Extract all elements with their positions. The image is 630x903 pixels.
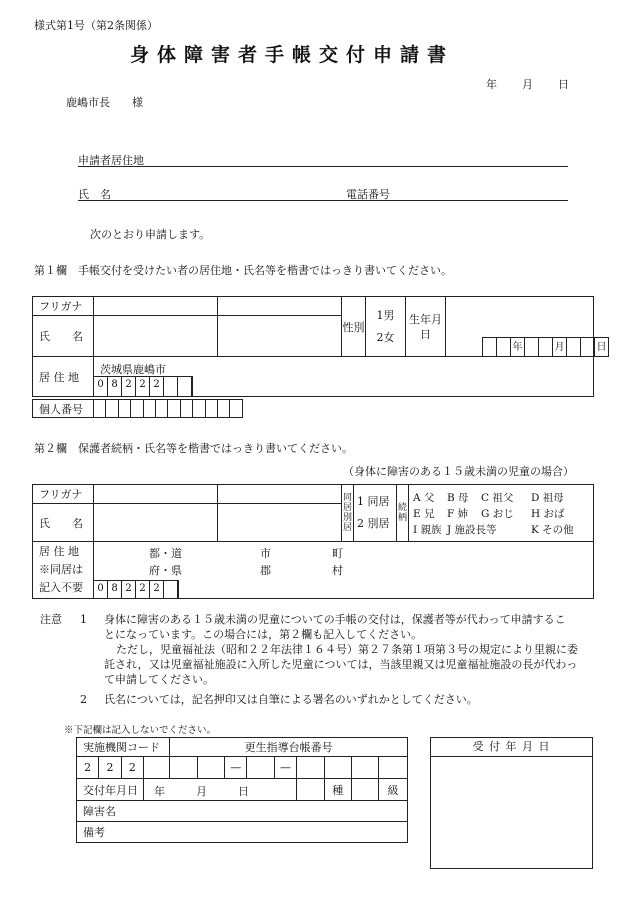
s1-birth-field[interactable] bbox=[446, 297, 607, 357]
note1-line5: て申請してください。 bbox=[104, 673, 214, 686]
mynumber-digit[interactable] bbox=[94, 400, 106, 418]
s2-postal-code bbox=[94, 580, 179, 598]
mynumber-digit[interactable] bbox=[168, 400, 180, 418]
kind-label: 種 bbox=[324, 779, 351, 801]
mynumber-digit[interactable] bbox=[156, 400, 168, 418]
section1-table bbox=[32, 296, 607, 397]
office-cell bbox=[351, 757, 378, 779]
mynumber-digit[interactable] bbox=[143, 400, 155, 418]
applicant-name-label: 氏 名 bbox=[78, 188, 111, 201]
s2-addr-label1: 居 住 地 bbox=[39, 545, 79, 558]
s1-name-field[interactable] bbox=[94, 316, 218, 357]
note1-line2: とになっています。この場合には，第２欄も記入してください。 bbox=[104, 628, 423, 641]
agency-code-digit: 2 bbox=[77, 757, 99, 779]
office-cell bbox=[297, 779, 324, 801]
notes-label: 注意 bbox=[40, 613, 62, 626]
s2-postal-digit: 0 bbox=[94, 581, 108, 598]
rel-option[interactable]: B 母 bbox=[447, 491, 469, 504]
s2-shi: 市 bbox=[260, 547, 271, 560]
mynumber-digit[interactable] bbox=[131, 400, 143, 418]
s1-birth-day: 日 bbox=[594, 337, 609, 357]
s2-cohab-options[interactable] bbox=[354, 485, 397, 542]
agency-code-digit: 2 bbox=[99, 757, 121, 779]
mynumber-digit[interactable] bbox=[230, 400, 243, 418]
applicant-address-field[interactable] bbox=[78, 152, 568, 167]
intro-text: 次のとおり申請します。 bbox=[90, 228, 211, 241]
s2-name-field2[interactable] bbox=[218, 504, 342, 542]
s1-sex-label: 性別 bbox=[342, 297, 366, 357]
s1-furigana-label: フリガナ bbox=[33, 297, 94, 316]
issue-date-field bbox=[143, 779, 296, 801]
s2-addr-label2: ※同居は bbox=[39, 563, 83, 576]
issue-date-label: 交付年月日 bbox=[77, 779, 144, 801]
s2-addr-label3: 記入不要 bbox=[39, 581, 83, 594]
s2-name-field[interactable] bbox=[94, 504, 218, 542]
s1-mynumber-row bbox=[32, 399, 243, 418]
s1-name-field2[interactable] bbox=[218, 316, 342, 357]
s1-birth-month: 月 bbox=[552, 337, 566, 357]
rel-option[interactable]: E 兄 bbox=[413, 507, 435, 520]
s2-furigana-field[interactable] bbox=[94, 485, 218, 504]
s1-sex-options[interactable] bbox=[366, 297, 406, 357]
s2-furigana-label: フリガナ bbox=[33, 485, 94, 504]
s2-postal-digit: 8 bbox=[108, 581, 122, 598]
s2-gun: 郡 bbox=[260, 564, 271, 577]
issue-day: 日 bbox=[237, 785, 249, 798]
mynumber-digit[interactable] bbox=[106, 400, 118, 418]
section2-note: （身体に障害のある１５歳未満の児童の場合） bbox=[343, 465, 574, 478]
office-cell bbox=[351, 779, 378, 801]
ledger-dash: — bbox=[225, 757, 247, 779]
date-year: 年 bbox=[486, 78, 497, 91]
form-number: 様式第1号（第2条関係） bbox=[34, 19, 158, 32]
disability-name-label: 障害名 bbox=[77, 801, 408, 822]
office-table bbox=[76, 737, 408, 843]
s2-postal-digit: 2 bbox=[136, 581, 150, 598]
note1-line4: 託され，又は児童福祉施設に入所した児童については，当該里親又は児童福祉施設の長が代わっ bbox=[104, 658, 578, 671]
rel-option[interactable]: I 親族 bbox=[413, 523, 442, 536]
s1-postal-code bbox=[94, 376, 193, 396]
ledger-dash: — bbox=[274, 757, 296, 779]
issue-month: 月 bbox=[195, 785, 207, 798]
page-title: 身体障害者手帳交付申請書 bbox=[130, 44, 455, 66]
remarks-label: 備考 bbox=[77, 822, 408, 843]
s2-machi: 町 bbox=[332, 547, 343, 560]
s1-male[interactable]: 1男 bbox=[376, 308, 395, 322]
agency-code-label: 実施機関コード bbox=[77, 738, 170, 757]
s2-todofuken2: 府・県 bbox=[149, 564, 182, 577]
reception-date-label: 受 付 年 月 日 bbox=[431, 738, 592, 757]
rel-option[interactable]: G おじ bbox=[481, 507, 514, 520]
s2-cohab-label: 同居別居 bbox=[342, 485, 354, 542]
office-cell bbox=[324, 757, 351, 779]
s1-name-label: 氏 名 bbox=[33, 316, 94, 357]
rel-option[interactable]: K その他 bbox=[531, 523, 574, 536]
note1-line3: ただし，児童福祉法（昭和２２年法律１６４号）第２７条第１項第３号の規定により里親に委 bbox=[116, 643, 578, 656]
s2-postal-digit: 2 bbox=[150, 581, 164, 598]
mynumber-digit[interactable] bbox=[118, 400, 130, 418]
office-cell bbox=[197, 757, 224, 779]
note1-number: 1 bbox=[80, 613, 87, 626]
mynumber-digit[interactable] bbox=[180, 400, 192, 418]
agency-code-digit: 2 bbox=[121, 757, 143, 779]
s2-name-label: 氏 名 bbox=[33, 504, 94, 542]
s2-todofuken1: 都・道 bbox=[149, 547, 182, 560]
s1-female[interactable]: 2女 bbox=[376, 330, 395, 344]
section1-heading: 第１欄 手帳交付を受けたい者の居住地・氏名等を楷書ではっきり書いてください。 bbox=[34, 264, 452, 277]
s1-postal-digit: 8 bbox=[108, 377, 122, 396]
office-use-note: ※下記欄は記入しないでください。 bbox=[64, 725, 217, 736]
date-day: 日 bbox=[558, 78, 569, 91]
office-cell bbox=[143, 757, 169, 779]
s1-birth-label: 生年月日 bbox=[406, 297, 446, 357]
s2-address-field[interactable] bbox=[94, 542, 594, 599]
mynumber-digit[interactable] bbox=[205, 400, 217, 418]
note2-number: 2 bbox=[80, 693, 87, 706]
s2-address-label bbox=[33, 542, 94, 599]
applicant-phone-label: 電話番号 bbox=[346, 188, 390, 201]
s2-cohab2[interactable]: 2 別居 bbox=[357, 517, 390, 530]
date-month: 月 bbox=[522, 78, 533, 91]
s1-furigana-field[interactable] bbox=[94, 297, 218, 316]
s1-postal-digit: 2 bbox=[150, 377, 164, 396]
s1-address-field[interactable] bbox=[94, 357, 594, 397]
note1-line1: 身体に障害のある１５歳未満の児童についての手帳の交付は，保護者等が代わって申請するこ bbox=[104, 613, 566, 626]
rel-option[interactable]: H おば bbox=[531, 507, 565, 520]
applicant-address-label: 申請者居住地 bbox=[78, 154, 144, 167]
rel-option[interactable]: F 姉 bbox=[447, 507, 469, 520]
s1-mynumber-label: 個人番号 bbox=[33, 400, 94, 418]
section2-table bbox=[32, 484, 594, 599]
office-cell bbox=[170, 757, 197, 779]
mynumber-digit[interactable] bbox=[193, 400, 205, 418]
mynumber-digit[interactable] bbox=[218, 400, 230, 418]
s2-mura: 村 bbox=[332, 564, 343, 577]
note2-text: 氏名については，記名押印又は自筆による署名のいずれかとしてください。 bbox=[104, 693, 478, 706]
office-cell bbox=[247, 757, 274, 779]
s2-cohab1[interactable]: 1 同居 bbox=[357, 495, 390, 508]
applicant-name-field[interactable] bbox=[78, 186, 568, 201]
s1-address-value: 茨城県鹿嶋市 bbox=[100, 363, 166, 376]
section2-heading: 第２欄 保護者続柄・氏名等を楷書ではっきり書いてください。 bbox=[34, 442, 353, 455]
issue-year: 年 bbox=[153, 785, 165, 798]
reception-date-box bbox=[430, 737, 593, 869]
grade-label: 級 bbox=[379, 779, 408, 801]
rel-option[interactable]: A 父 bbox=[413, 491, 435, 504]
s1-postal-digit: 0 bbox=[94, 377, 108, 396]
office-cell bbox=[297, 757, 324, 779]
s1-postal-digit: 2 bbox=[122, 377, 136, 396]
s1-furigana-field2[interactable] bbox=[218, 297, 342, 316]
s2-rel-label: 続柄 bbox=[397, 485, 409, 542]
s2-furigana-field2[interactable] bbox=[218, 485, 342, 504]
s2-postal-digit: 2 bbox=[122, 581, 136, 598]
s2-relation-options[interactable] bbox=[409, 485, 594, 542]
rel-option[interactable]: C 祖父 bbox=[481, 491, 514, 504]
rel-option[interactable]: D 祖母 bbox=[531, 491, 564, 504]
ledger-number-label: 更生指導台帳番号 bbox=[170, 738, 408, 757]
s1-postal-digit: 2 bbox=[136, 377, 150, 396]
addressee: 鹿嶋市長 様 bbox=[66, 96, 143, 109]
office-cell bbox=[379, 757, 408, 779]
s1-birth-year: 年 bbox=[510, 337, 524, 357]
rel-option[interactable]: J 施設長等 bbox=[447, 523, 497, 536]
s1-address-label: 居 住 地 bbox=[33, 357, 94, 397]
